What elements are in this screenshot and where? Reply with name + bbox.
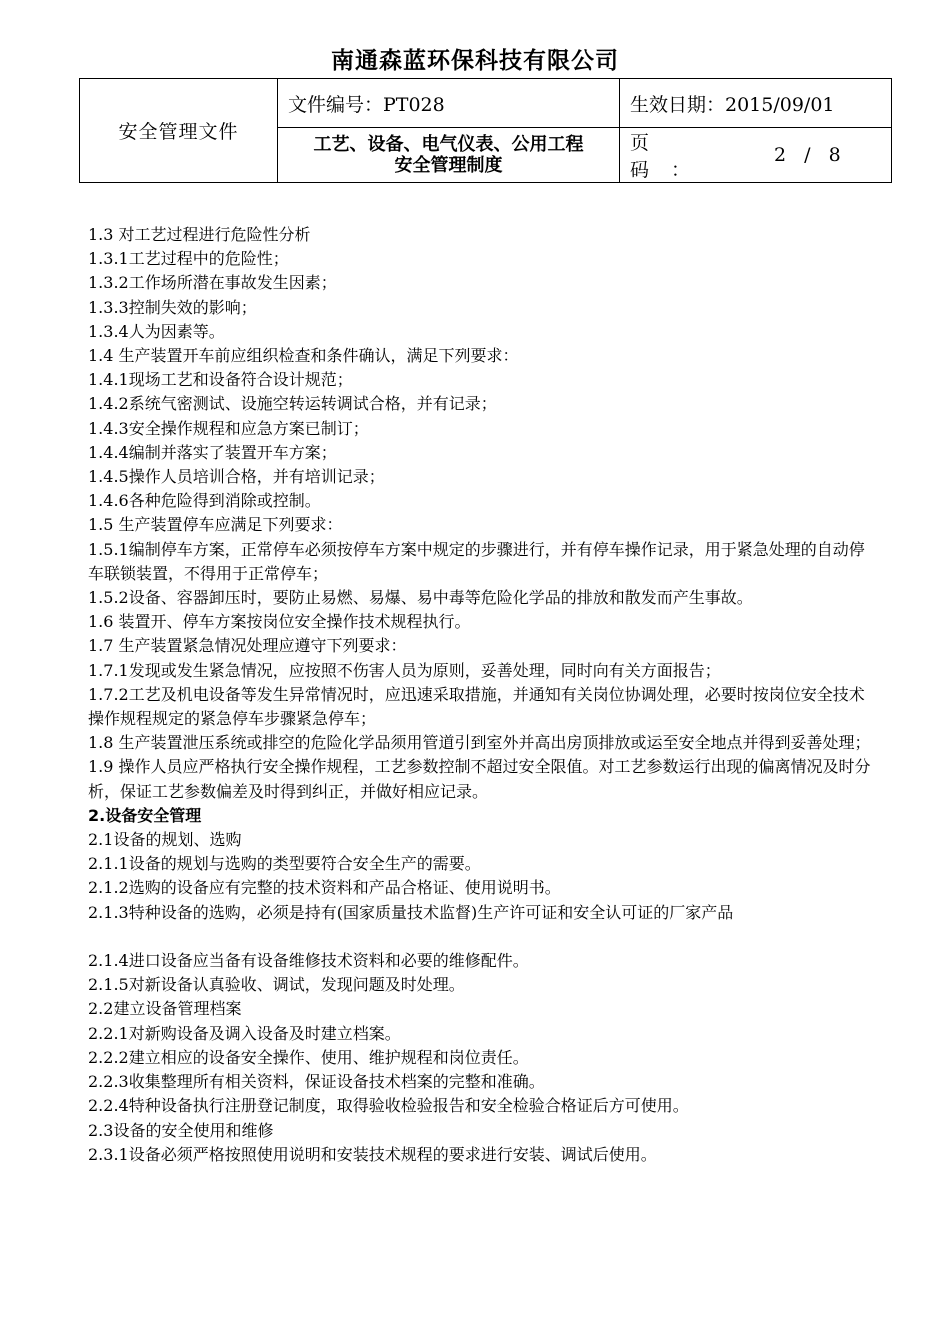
document-header-table (79, 78, 892, 183)
paragraph: 2.2.2建立相应的设备安全操作、使用、维护规程和岗位责任。 (88, 1047, 529, 1067)
paragraph: 1.3.3控制失效的影响； (88, 297, 257, 317)
doc-title-line-1: 工艺、设备、电气仪表、公用工程 (313, 134, 584, 155)
doc-title-line-2: 安全管理制度 (394, 155, 503, 176)
paragraph: 1.4.5操作人员培训合格，并有培训记录； (88, 467, 385, 487)
paragraph: 1.4.6各种危险得到消除或控制。 (88, 491, 321, 511)
paragraph: 2.2.4特种设备执行注册登记制度，取得验收检验报告和安全检验合格证后方可使用。 (88, 1096, 689, 1116)
paragraph: 1.8 生产装置泄压系统或排空的危险化学品须用管道引到室外并高出房顶排放或运至安全地点并得到妥善处理； (88, 733, 871, 753)
paragraph: 2.1.2选购的设备应有完整的技术资料和产品合格证、使用说明书。 (88, 878, 561, 898)
paragraph: 1.3.2工作场所潜在事故发生因素； (88, 273, 337, 293)
paragraph: 2.2建立设备管理档案 (88, 999, 242, 1019)
paragraph: 2.3.1设备必须严格按照使用说明和安装技术规程的要求进行安装、调试后使用。 (88, 1144, 657, 1164)
paragraph: 2.1设备的规划、选购 (88, 830, 242, 850)
document-body (88, 223, 878, 1167)
doc-type-cell: 安全管理文件 (80, 79, 278, 183)
paragraph: 2.2.3收集整理所有相关资料，保证设备技术档案的完整和准确。 (88, 1072, 545, 1092)
paragraph: 1.4.2系统气密测试、设施空转运转调试合格，并有记录； (88, 394, 497, 414)
paragraph: 1.6 装置开、停车方案按岗位安全操作技术规程执行。 (88, 612, 471, 632)
paragraph: 2.1.3特种设备的选购，必须是持有(国家质量技术监督)生产许可证和安全认可证的厂家产品 (88, 902, 734, 922)
paragraph: 1.4.1现场工艺和设备符合设计规范； (88, 370, 353, 390)
paragraph: 1.5 生产装置停车应满足下列要求： (88, 515, 343, 535)
paragraph: 1.3.4人为因素等。 (88, 321, 225, 341)
paragraph: 1.3 对工艺过程进行危险性分析 (88, 225, 311, 244)
paragraph: 1.3.1工艺过程中的危险性； (88, 249, 289, 269)
doc-number-cell: 文件编号：PT028 (278, 79, 620, 128)
paragraph: 1.4.4编制并落实了装置开车方案； (88, 442, 337, 462)
paragraph: 1.9 操作人员应严格执行安全操作规程，工艺参数控制不超过安全限值。对工艺参数运行出现的偏离情况及时分析，保证工艺参数偏差及时得到纠正，并做好相应记录。 (88, 757, 871, 801)
doc-title-cell (278, 128, 620, 183)
paragraph: 1.5.2设备、容器卸压时，要防止易燃、易爆、易中毒等危险化学品的排放和散发而产生事故。 (88, 588, 753, 608)
page-label: 页 码： (630, 132, 713, 181)
paragraph: 2.3设备的安全使用和维修 (88, 1120, 274, 1140)
paragraph: 2.1.5对新设备认真验收、调试，发现问题及时处理。 (88, 975, 465, 995)
paragraph: 1.7 生产装置紧急情况处理应遵守下列要求： (88, 636, 407, 656)
paragraph: 2.2.1对新购设备及调入设备及时建立档案。 (88, 1023, 401, 1043)
company-name: 南通森蓝环保科技有限公司 (331, 48, 619, 74)
paragraph: 1.4 生产装置开车前应组织检查和条件确认，满足下列要求： (88, 346, 519, 366)
blank-line (88, 925, 878, 949)
paragraph: 1.5.1编制停车方案，正常停车必须按停车方案中规定的步骤进行，并有停车操作记录，用于紧急处理的自动停车联锁装置，不得用于正常停车； (88, 539, 865, 583)
paragraph: 1.7.2工艺及机电设备等发生异常情况时，应迅速采取措施，并通知有关岗位协调处理，必要时按岗位安全技术操作规程规定的紧急停车步骤紧急停车； (88, 684, 865, 729)
effective-date-cell: 生效日期：2015/09/01 (620, 79, 892, 128)
paragraph: 2.设备安全管理 (88, 805, 202, 825)
page-number: 2 / 8 (774, 144, 847, 166)
page-cell (620, 128, 892, 183)
paragraph: 1.7.1发现或发生紧急情况，应按照不伤害人员为原则，妥善处理，同时向有关方面报告； (88, 660, 721, 680)
paragraph: 2.1.1设备的规划与选购的类型要符合安全生产的需要。 (88, 854, 481, 874)
paragraph: 1.4.3安全操作规程和应急方案已制订； (88, 418, 369, 438)
paragraph: 2.1.4进口设备应当备有设备维修技术资料和必要的维修配件。 (88, 951, 529, 971)
